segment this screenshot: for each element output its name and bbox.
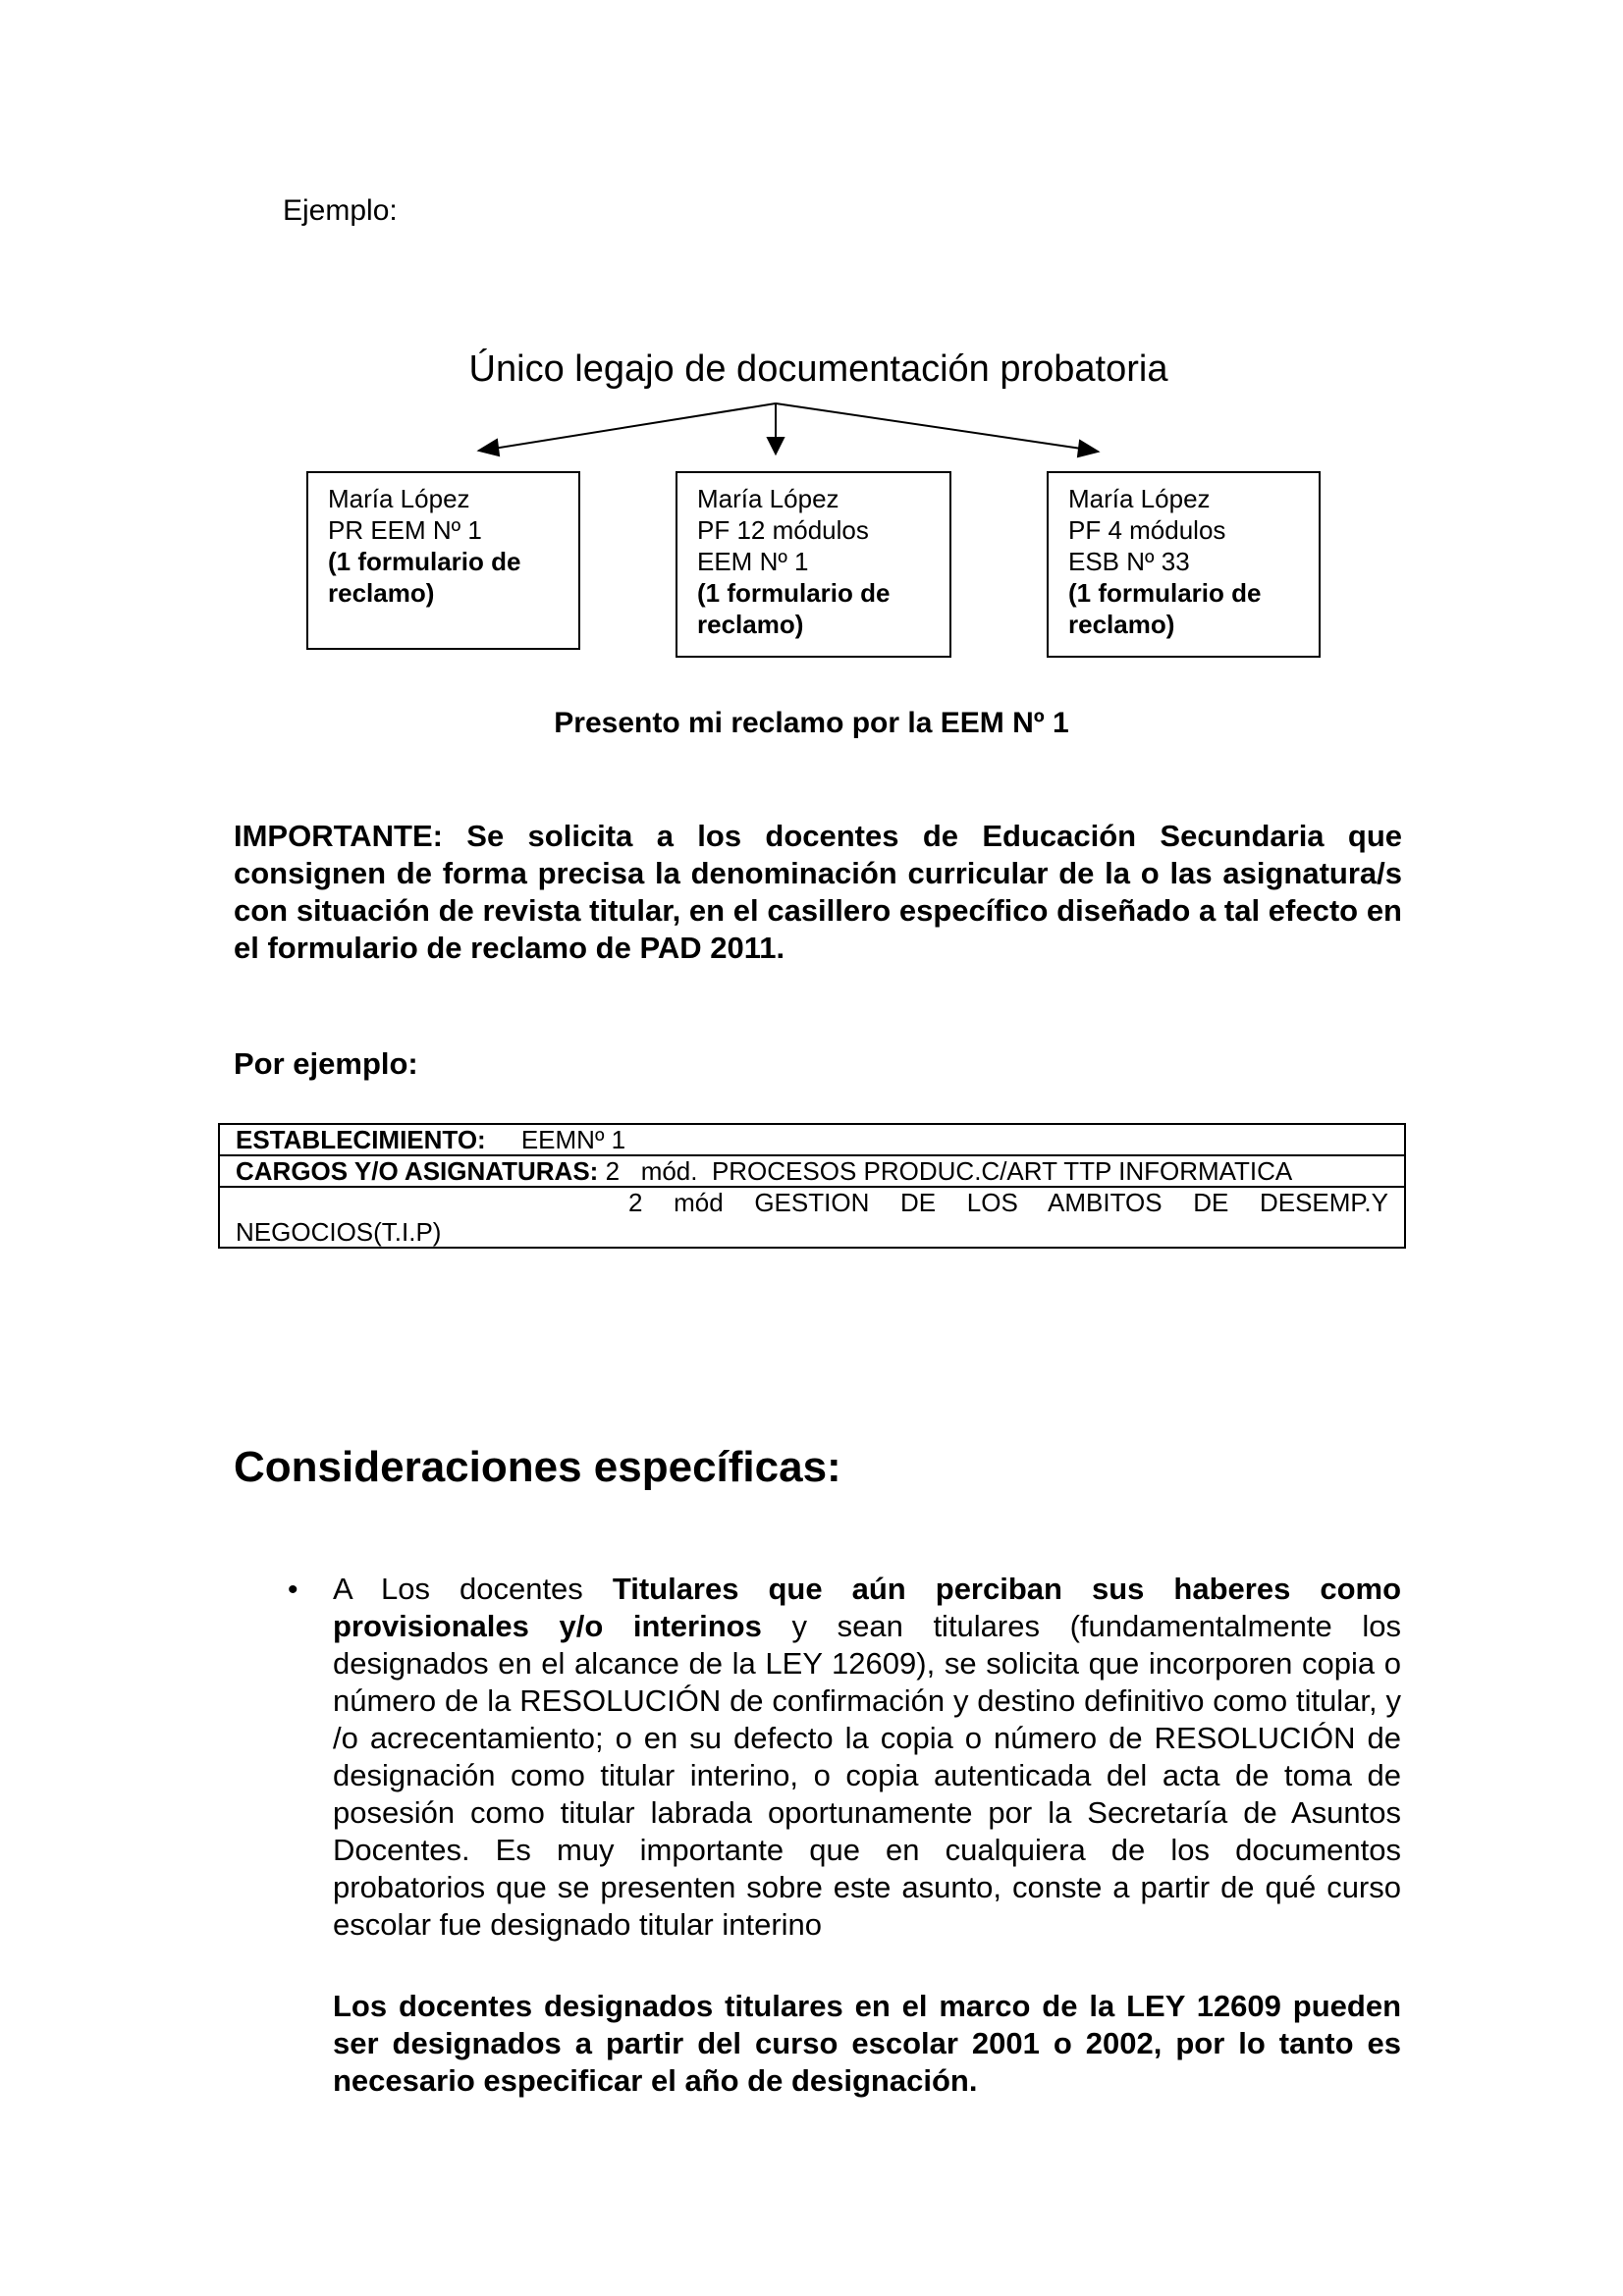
diagram-title: Único legajo de documentación probatoria xyxy=(468,348,1168,390)
diagram-box-2 xyxy=(676,471,951,658)
box-2-line2: PF 12 módulos xyxy=(697,515,869,545)
importante-paragraph: IMPORTANTE: Se solicita a los docentes de Educación Secundaria que consignen de forma precisa la denominación curricular de la o las asignatura/s con situación de revista titular, en el casillero específico diseñado a tal efecto en el formulario de reclamo de PAD 2011. xyxy=(234,819,1402,965)
diagram-box-1 xyxy=(306,471,580,650)
box-3-line3: ESB Nº 33 xyxy=(1068,547,1190,576)
cargos-label: CARGOS Y/O ASIGNATURAS: xyxy=(236,1156,599,1186)
box-2-name: María López xyxy=(697,484,839,513)
box-3-line2: PF 4 módulos xyxy=(1068,515,1226,545)
arrow-left-line xyxy=(487,403,776,450)
bullet-paragraph xyxy=(333,1571,1401,1944)
cargos-cell xyxy=(219,1155,1405,1187)
ley-note-paragraph: Los docentes designados titulares en el marco de la LEY 12609 pueden ser designados a partir del curso escolar 2001 o 2002, por lo tanto es necesario especificar el año de designación. xyxy=(333,1989,1401,2098)
box-1-note: (1 formulario de reclamo) xyxy=(328,547,521,608)
box-3-name: María López xyxy=(1068,484,1211,513)
cargos-value-1: 2 mód. PROCESOS PRODUC.C/ART TTP INFORMATICA xyxy=(605,1156,1293,1186)
cargos-value-2b: NEGOCIOS(T.I.P) xyxy=(236,1217,442,1247)
consideraciones-heading: Consideraciones específicas: xyxy=(234,1443,841,1491)
cargos-continuation-cell xyxy=(219,1187,1405,1248)
box-1-name: María López xyxy=(328,484,470,513)
establecimiento-cell xyxy=(219,1124,1405,1155)
arrow-left-head xyxy=(479,440,499,455)
bullet-part1: A Los docentes xyxy=(333,1572,613,1606)
presento-text: Presento mi reclamo por la EEM Nº 1 xyxy=(554,707,1069,739)
bullet-part2: Titulares que aún perciban sus haberes como provisionales y/o interinos xyxy=(333,1572,1402,1643)
box-2-note: (1 formulario de reclamo) xyxy=(697,578,891,639)
box-3-note: (1 formulario de reclamo) xyxy=(1068,578,1262,639)
cargos-value-2a: 2 mód GESTION DE LOS AMBITOS DE DESEMP.Y xyxy=(628,1188,1388,1217)
ejemplo-label: Ejemplo: xyxy=(283,194,398,227)
establecimiento-value: EEMNº 1 xyxy=(520,1125,626,1154)
por-ejemplo-label: Por ejemplo: xyxy=(234,1046,418,1081)
box-2-line3: EEM Nº 1 xyxy=(697,547,809,576)
establecimiento-label: ESTABLECIMIENTO: xyxy=(236,1125,486,1154)
diagram-box-3 xyxy=(1047,471,1321,658)
bullet-icon: • xyxy=(288,1574,298,1606)
arrow-center-head xyxy=(768,438,784,454)
table-row xyxy=(219,1187,1405,1248)
box-1-line2: PR EEM Nº 1 xyxy=(328,515,482,545)
example-table xyxy=(218,1123,1406,1249)
table-row xyxy=(219,1124,1405,1155)
arrow-right-head xyxy=(1078,441,1098,456)
bullet-part3: y sean titulares (fundamentalmente los designados en el alcance de la LEY 12609), se solicita que incorporen copia o número de la RESOLUCIÓN de confirmación y destino definitivo como titular, y /o acrecentamiento; o en su defecto la copia o número de RESOLUCIÓN de designación como titular interino, o copia autenticada del acta de toma de posesión como titular labrada oportunamente por la Secretaría de Asuntos Docentes. Es muy importante que en cualquiera de los documentos probatorios que se presenten sobre este asunto, conste a partir de qué curso escolar fue designado titular interino xyxy=(333,1609,1401,1942)
arrow-right-line xyxy=(776,403,1088,450)
table-row xyxy=(219,1155,1405,1187)
